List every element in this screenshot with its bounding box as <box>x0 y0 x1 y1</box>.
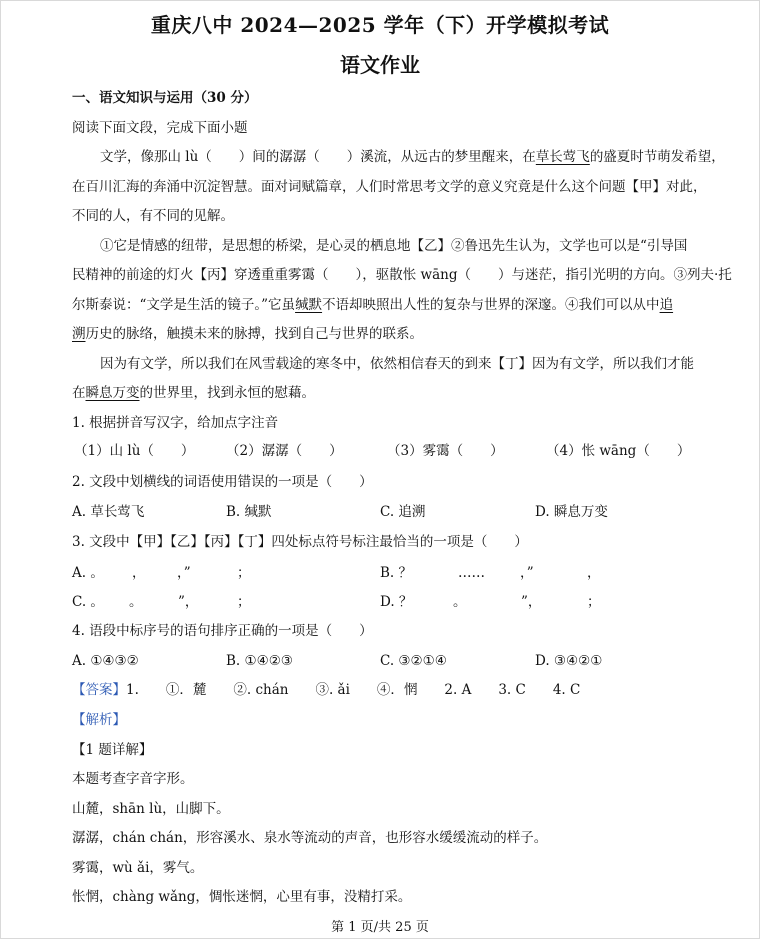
passage-p2-line1: ①它是情感的纽带，是思想的桥梁，是心灵的栖息地【乙】②鲁迅先生认为，文学也可以是“引导国 <box>100 238 688 254</box>
passage-p2-line4: 溯历史的脉络，触摸未来的脉搏，找到自己与世界的联系。 <box>72 326 423 342</box>
analysis-line-2: 山麓，shān lù，山脚下。 <box>72 801 230 817</box>
q1-item-1: （1）山 lù（ ） <box>74 443 195 459</box>
passage-p1-line3: 不同的人，有不同的见解。 <box>72 208 234 224</box>
q4-option-d: D. ③④②① <box>535 653 603 669</box>
answer-line <box>72 680 694 700</box>
analysis-line-1: 本题考查字音字形。 <box>72 771 194 787</box>
analysis-line-4: 雾霭，wù ǎi，雾气。 <box>72 860 204 876</box>
q3-option-b-mark: …… <box>458 565 485 581</box>
answer-label: 【答案】 <box>72 682 126 698</box>
passage-p2-line2: 民精神的前途的灯火【丙】穿透重重雾霭（ ），驱散怅 wāng（ ）与迷茫，指引光明的方向。③列夫·托 <box>72 267 732 283</box>
q2-option-c: C. 追溯 <box>380 504 426 520</box>
answer-text: 1. ①．麓 ②. chán ③. ǎi ④．惘 2. A 3. C 4. C <box>126 682 581 698</box>
q4-option-b: B. ①④②③ <box>226 653 293 669</box>
underlined-word: 追 <box>659 297 674 313</box>
q2-stem: 2. 文段中划横线的词语使用错误的一项是（ ） <box>72 474 373 490</box>
q1-item-4: （4）怅 wāng（ ） <box>546 443 691 459</box>
q4-option-a: A. ①④③② <box>72 653 139 669</box>
section-heading: 一、语文知识与运用（30 分） <box>72 90 258 106</box>
passage-p2-line3: 尔斯泰说：“文学是生活的镜子。”它虽缄默不语却映照出人性的复杂与世界的深邃。④我们可以从中追 <box>72 297 674 313</box>
detail-label: 【1 题详解】 <box>72 742 153 758</box>
q3-stem: 3. 文段中【甲】【乙】【丙】【丁】四处标点符号标注最恰当的一项是（ ） <box>72 534 528 550</box>
q3-option-d: D. ？ <box>380 594 413 610</box>
subject-title: 语文作业 <box>340 53 420 77</box>
underlined-word: 溯 <box>72 326 86 342</box>
q3-option-c-mark: ； <box>237 594 251 610</box>
q3-option-b-mark: ，” <box>520 565 534 581</box>
q3-option-a: A. 。 <box>72 565 104 581</box>
q3-option-b-mark: ， <box>587 565 601 581</box>
passage-p3-line1: 因为有文学，所以我们在风雪载途的寒冬中，依然相信春天的到来【丁】因为有文学，所以我们才能 <box>100 356 694 372</box>
analysis-label: 【解析】 <box>72 712 126 728</box>
instruction: 阅读下面文段，完成下面小题 <box>72 120 248 136</box>
underlined-word: 缄默 <box>295 297 323 313</box>
underlined-word: 瞬息万变 <box>85 385 140 401</box>
q1-stem: 1. 根据拼音写汉字，给加点字注音 <box>72 415 279 431</box>
q1-item-3: （3）雾霭（ ） <box>387 443 504 459</box>
q3-option-d-mark: 。 <box>453 594 467 610</box>
analysis-line-3: 潺潺，chán chán，形容溪水、泉水等流动的声音，也形容水缓缓流动的样子。 <box>72 830 548 846</box>
q3-option-b: B. ？ <box>380 565 413 581</box>
q3-option-a-mark: ，” <box>177 565 191 581</box>
q2-option-a: A. 草长莺飞 <box>72 504 145 520</box>
q2-option-b: B. 缄默 <box>226 504 272 520</box>
q4-option-c: C. ③②①④ <box>380 653 447 669</box>
q3-option-a-mark: ， <box>132 565 146 581</box>
q3-option-c: C. 。 <box>72 594 104 610</box>
exam-title: 重庆八中 2024—2025 学年（下）开学模拟考试 <box>150 13 610 37</box>
q3-option-d-mark: ”， <box>521 594 542 610</box>
passage-p1-line2: 在百川汇海的奔涌中沉淀智慧。面对词赋篇章，人们时常思考文学的意义究竟是什么这个问题【甲】对此， <box>72 179 707 195</box>
analysis-line-5: 怅惘，chàng wǎng，惆怅迷惘，心里有事，没精打采。 <box>72 889 412 905</box>
underlined-word: 草长莺飞 <box>535 149 590 165</box>
q2-option-d: D. 瞬息万变 <box>535 504 608 520</box>
q3-option-a-mark: ； <box>237 565 251 581</box>
q3-option-c-mark: ”， <box>178 594 199 610</box>
q3-option-d-mark: ； <box>587 594 601 610</box>
passage-p3-line2: 在瞬息万变的世界里，找到永恒的慰藉。 <box>72 385 315 401</box>
passage-p1-line1: 文学，像那山 lù（ ）间的潺潺（ ）溪流，从远古的梦里醒来，在草长莺飞的盛夏时节萌发希望， <box>100 149 725 165</box>
q4-stem: 4. 语段中标序号的语句排序正确的一项是（ ） <box>72 623 373 639</box>
q1-item-2: （2）潺潺（ ） <box>226 443 343 459</box>
page-footer: 第 1 页/共 25 页 <box>331 920 429 935</box>
q3-option-c-mark: 。 <box>129 594 143 610</box>
